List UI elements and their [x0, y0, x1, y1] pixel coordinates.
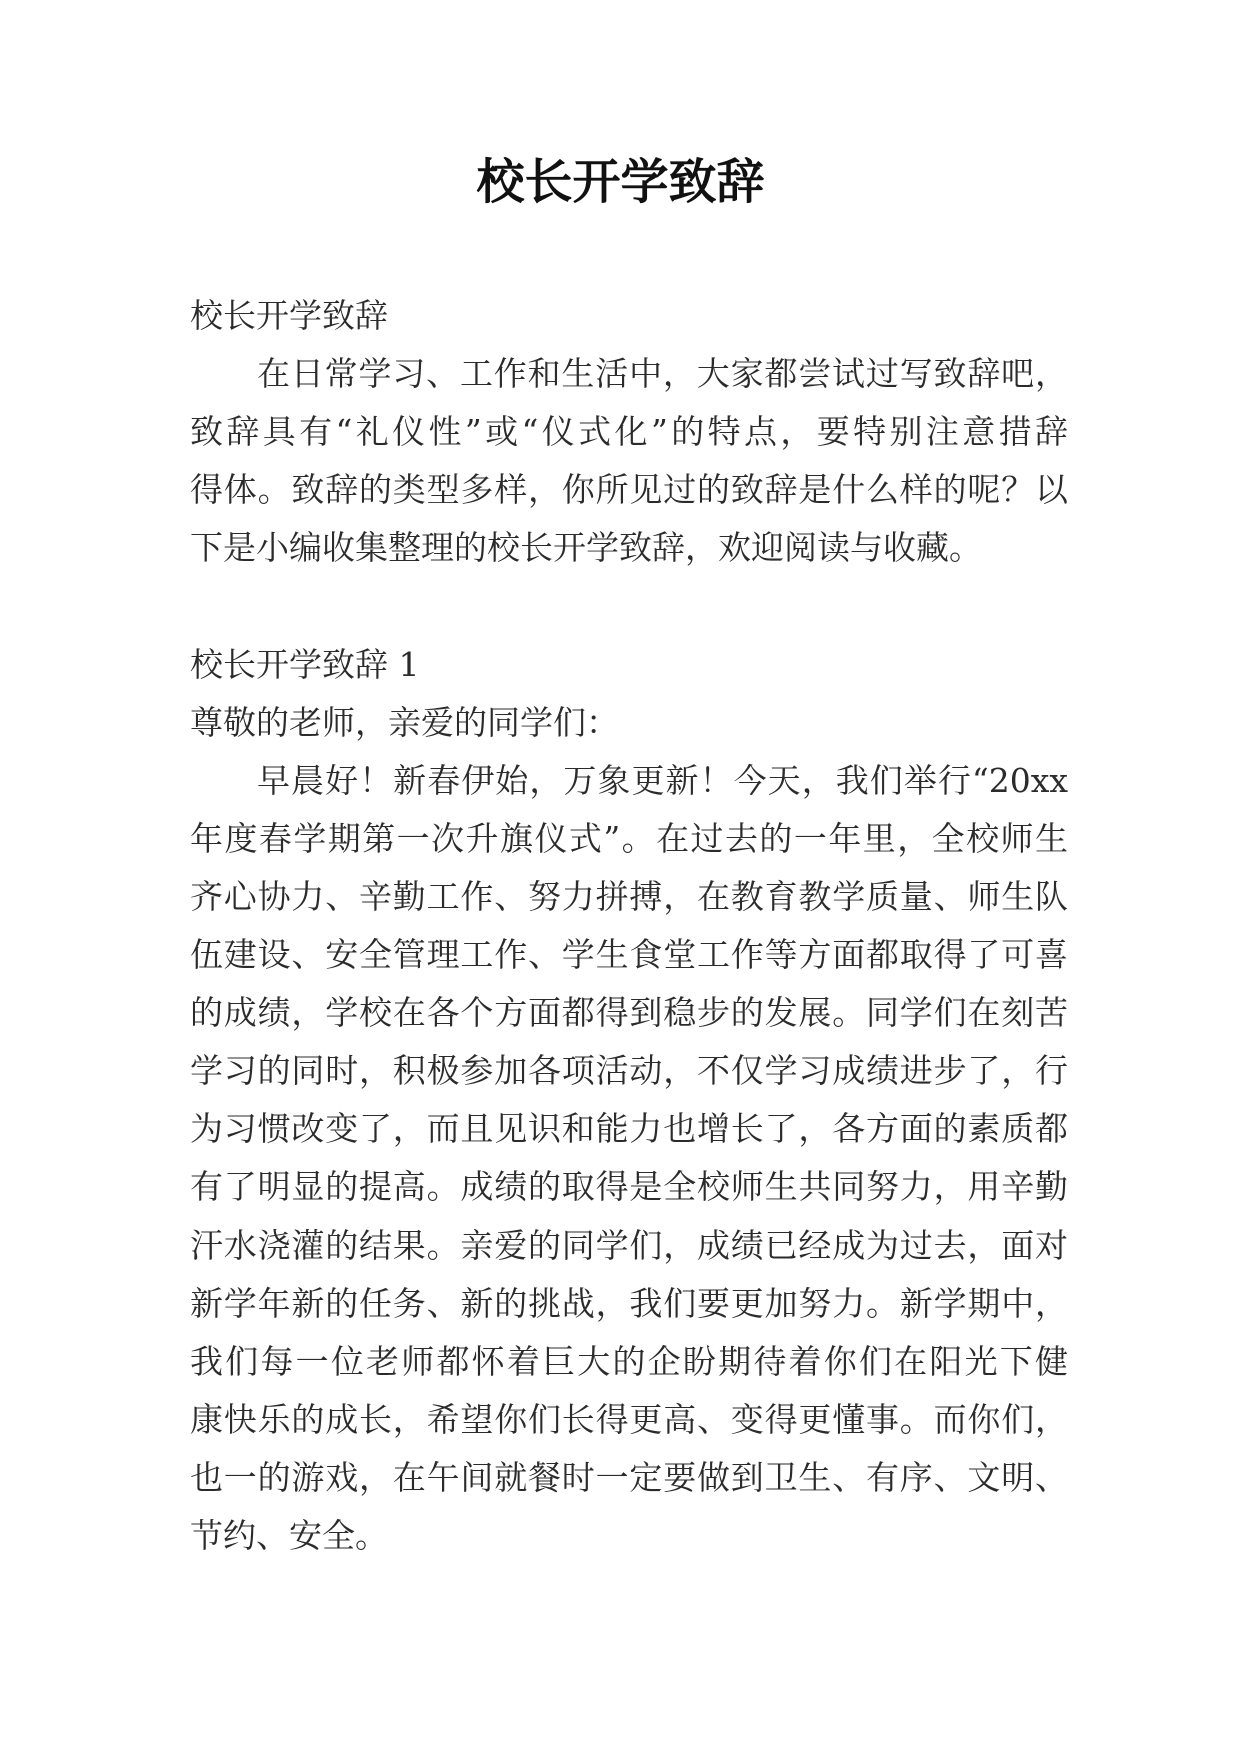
paragraph-line: 汗水浇灌的结果。亲爱的同学们，成绩已经成为过去，面对 — [190, 1225, 1068, 1265]
paragraph-line: 为习惯改变了，而且见识和能力也增长了，各方面的素质都 — [190, 1109, 1068, 1149]
paragraph-spacer — [190, 577, 1068, 635]
paragraph-line: 得体。致辞的类型多样，你所见过的致辞是什么样的呢？以 — [190, 470, 1068, 510]
paragraph-line: 的成绩，学校在各个方面都得到稳步的发展。同学们在刻苦 — [190, 993, 1068, 1033]
paragraph-line: 下是小编收集整理的校长开学致辞，欢迎阅读与收藏。 — [190, 528, 982, 568]
speech-paragraph — [190, 752, 1068, 1565]
paragraph-line: 也一的游戏，在午间就餐时一定要做到卫生、有序、文明、 — [190, 1457, 1068, 1497]
paragraph-line: 在日常学习、工作和生活中，大家都尝试过写致辞吧， — [257, 354, 1068, 394]
paragraph-line: 康快乐的成长，希望你们长得更高、变得更懂事。而你们， — [190, 1399, 1068, 1439]
paragraph-line: 齐心协力、辛勤工作、努力拼搏，在教育教学质量、师生队 — [190, 876, 1068, 916]
paragraph-line: 早晨好！新春伊始，万象更新！今天，我们举行“20xx — [257, 760, 1068, 800]
paragraph-line: 伍建设、安全管理工作、学生食堂工作等方面都取得了可喜 — [190, 935, 1068, 975]
intro-paragraph — [190, 345, 1068, 577]
paragraph-line: 学习的同时，积极参加各项活动，不仅学习成绩进步了，行 — [190, 1051, 1068, 1091]
intro-heading: 校长开学致辞 — [190, 296, 388, 335]
document-body — [190, 287, 1068, 1565]
paragraph-line: 致辞具有“礼仪性”或“仪式化”的特点，要特别注意措辞 — [190, 412, 1068, 452]
document-title: 校长开学致辞 — [476, 154, 765, 210]
salutation: 尊敬的老师，亲爱的同学们： — [190, 702, 619, 742]
section-heading: 校长开学致辞 1 — [190, 644, 420, 684]
paragraph-line: 年度春学期第一次升旗仪式”。在过去的一年里，全校师生 — [190, 818, 1068, 858]
paragraph-line: 新学年新的任务、新的挑战，我们要更加努力。新学期中， — [190, 1283, 1068, 1323]
paragraph-line: 我们每一位老师都怀着巨大的企盼期待着你们在阳光下健 — [190, 1341, 1068, 1381]
paragraph-line: 节约、安全。 — [190, 1515, 388, 1555]
paragraph-line: 有了明显的提高。成绩的取得是全校师生共同努力，用辛勤 — [190, 1167, 1068, 1207]
